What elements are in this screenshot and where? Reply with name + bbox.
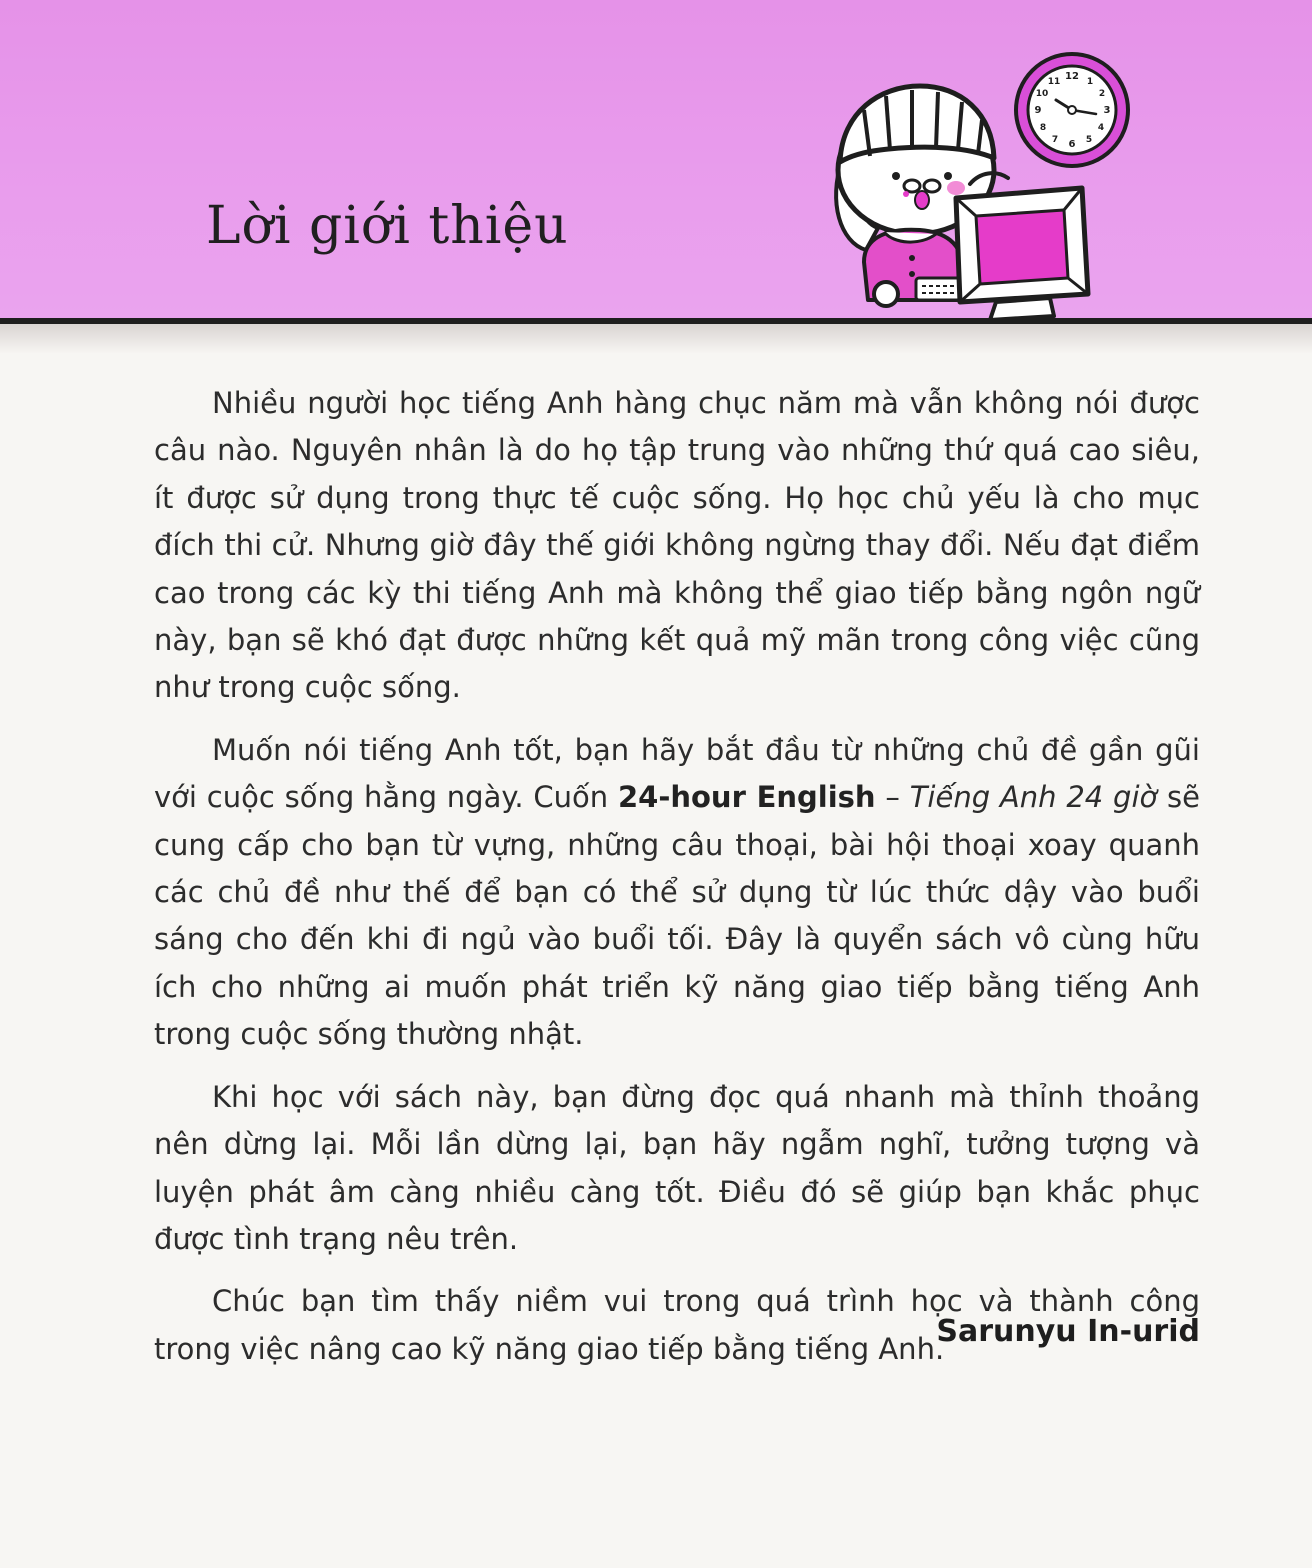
clock-numeral: 7 bbox=[1051, 135, 1059, 145]
paragraph-2-text-cont: sẽ cung cấp cho bạn từ vựng, những câu thoại, bài hội thoại xoay quanh các chủ đề như thế để bạn có thể sử dụng từ lúc thức dậy vào buổi sáng cho đến khi đi ngủ vào buổi tối. Đây là quyển sách vô cùng hữu ích cho những ai muốn phát triển kỹ năng giao tiếp bằng tiếng Anh trong cuộc sống thường nhật. bbox=[154, 780, 1201, 1052]
title-dash: – bbox=[875, 780, 910, 815]
clock-numeral: 11 bbox=[1047, 77, 1061, 87]
clock-icon bbox=[1016, 54, 1128, 166]
clock-numeral: 4 bbox=[1097, 123, 1105, 133]
clock-numeral: 5 bbox=[1085, 135, 1093, 145]
monitor-icon bbox=[956, 173, 1088, 320]
girl-hand bbox=[874, 282, 898, 306]
clock-numeral: 9 bbox=[1034, 105, 1042, 116]
paragraph-2 bbox=[154, 727, 1200, 1059]
book-title-vietnamese: Tiếng Anh 24 giờ bbox=[909, 780, 1158, 815]
girl-at-computer-illustration bbox=[820, 52, 1140, 332]
paragraph-1: Nhiều người học tiếng Anh hàng chục năm mà vẫn không nói được câu nào. Nguyên nhân là do họ tập trung vào những thứ quá cao siêu, ít được sử dụng trong thực tế cuộc sống. Họ học chủ yếu là cho mục đích thi cử. Nhưng giờ đây thế giới không ngừng thay đổi. Nếu đạt điểm cao trong các kỳ thi tiếng Anh mà không thể giao tiếp bằng ngôn ngữ này, bạn sẽ khó đạt được những kết quả mỹ mãn trong công việc cũng như trong cuộc sống. bbox=[154, 386, 1200, 705]
clock-numeral: 8 bbox=[1039, 123, 1047, 133]
clock-numeral: 12 bbox=[1065, 71, 1079, 82]
introduction-body bbox=[154, 380, 1200, 1388]
author-signature: Sarunyu In-urid bbox=[936, 1314, 1200, 1349]
book-title: 24-hour English bbox=[617, 780, 876, 815]
page-title: Lời giới thiệu bbox=[206, 196, 569, 256]
keyboard-icon bbox=[916, 278, 962, 300]
clock-numeral: 3 bbox=[1103, 105, 1111, 116]
paragraph-2-text: Muốn nói tiếng Anh tốt, bạn hãy bắt đầu từ những chủ đề gần gũi với cuộc sống hằng ngày. Cuốn bbox=[154, 732, 1200, 815]
clock-numeral: 6 bbox=[1068, 139, 1076, 150]
paragraph-3: Khi học với sách này, bạn đừng đọc quá nhanh mà thỉnh thoảng nên dừng lại. Mỗi lần dừng lại, bạn hãy ngẫm nghĩ, tưởng tượng và luyện phát âm càng nhiều càng tốt. Điều đó sẽ giúp bạn khắc phục được tình trạng nêu trên. bbox=[154, 1079, 1200, 1256]
paragraph-4: Chúc bạn tìm thấy niềm vui trong quá trình học và thành công trong việc nâng cao kỹ năng giao tiếp bằng tiếng Anh. bbox=[154, 1284, 1200, 1366]
clock-numeral: 1 bbox=[1086, 77, 1094, 87]
clock-numeral: 2 bbox=[1098, 89, 1106, 99]
clock-numeral: 10 bbox=[1035, 89, 1049, 99]
